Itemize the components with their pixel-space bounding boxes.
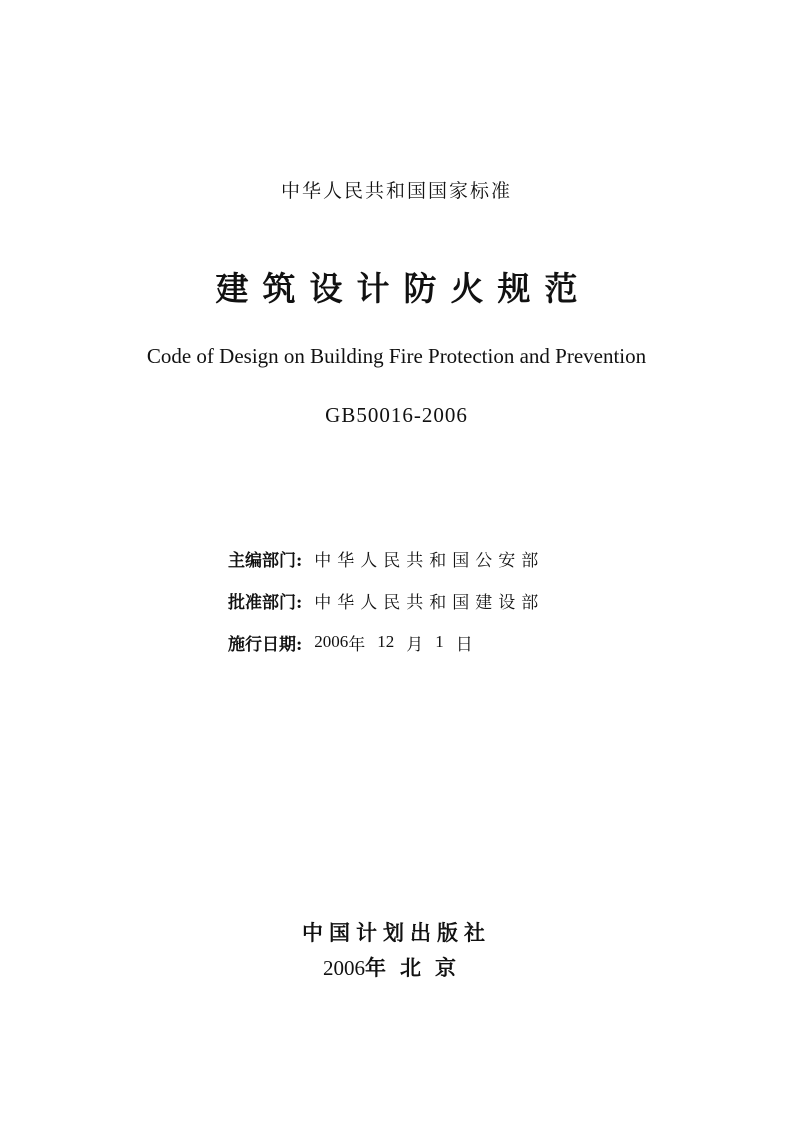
publication-city: 北京 — [400, 955, 470, 980]
effective-date-row — [228, 621, 688, 663]
standard-type-heading: 中华人民共和国国家标准 — [280, 180, 512, 202]
document-title-cn: 建筑设计防火规范 — [215, 269, 592, 308]
publication-year: 2006 — [323, 956, 365, 980]
approver-row — [228, 579, 688, 621]
editor-value: 中华人民共和国公安部 — [314, 550, 545, 571]
document-title-en: Code of Design on Building Fire Protection and Prevention — [146, 344, 647, 368]
publisher-name: 中国计划出版社 — [302, 920, 491, 945]
publication-year-unit: 年 — [365, 955, 386, 980]
effective-day: 1 — [435, 632, 444, 651]
approver-value: 中华人民共和国建设部 — [314, 592, 545, 613]
editor-label: 主编部门: — [228, 550, 303, 571]
effective-date-label: 施行日期: — [228, 634, 303, 655]
approver-label: 批准部门: — [228, 592, 303, 613]
publication-line — [0, 952, 793, 982]
issuing-info — [228, 537, 688, 663]
effective-year-unit: 年 — [348, 634, 366, 655]
effective-month-unit: 月 — [406, 634, 424, 655]
editor-row — [228, 537, 688, 579]
standard-code: GB50016-2006 — [325, 403, 468, 427]
effective-year: 2006 — [314, 632, 349, 651]
effective-month: 12 — [377, 632, 395, 651]
effective-day-unit: 日 — [455, 634, 473, 655]
